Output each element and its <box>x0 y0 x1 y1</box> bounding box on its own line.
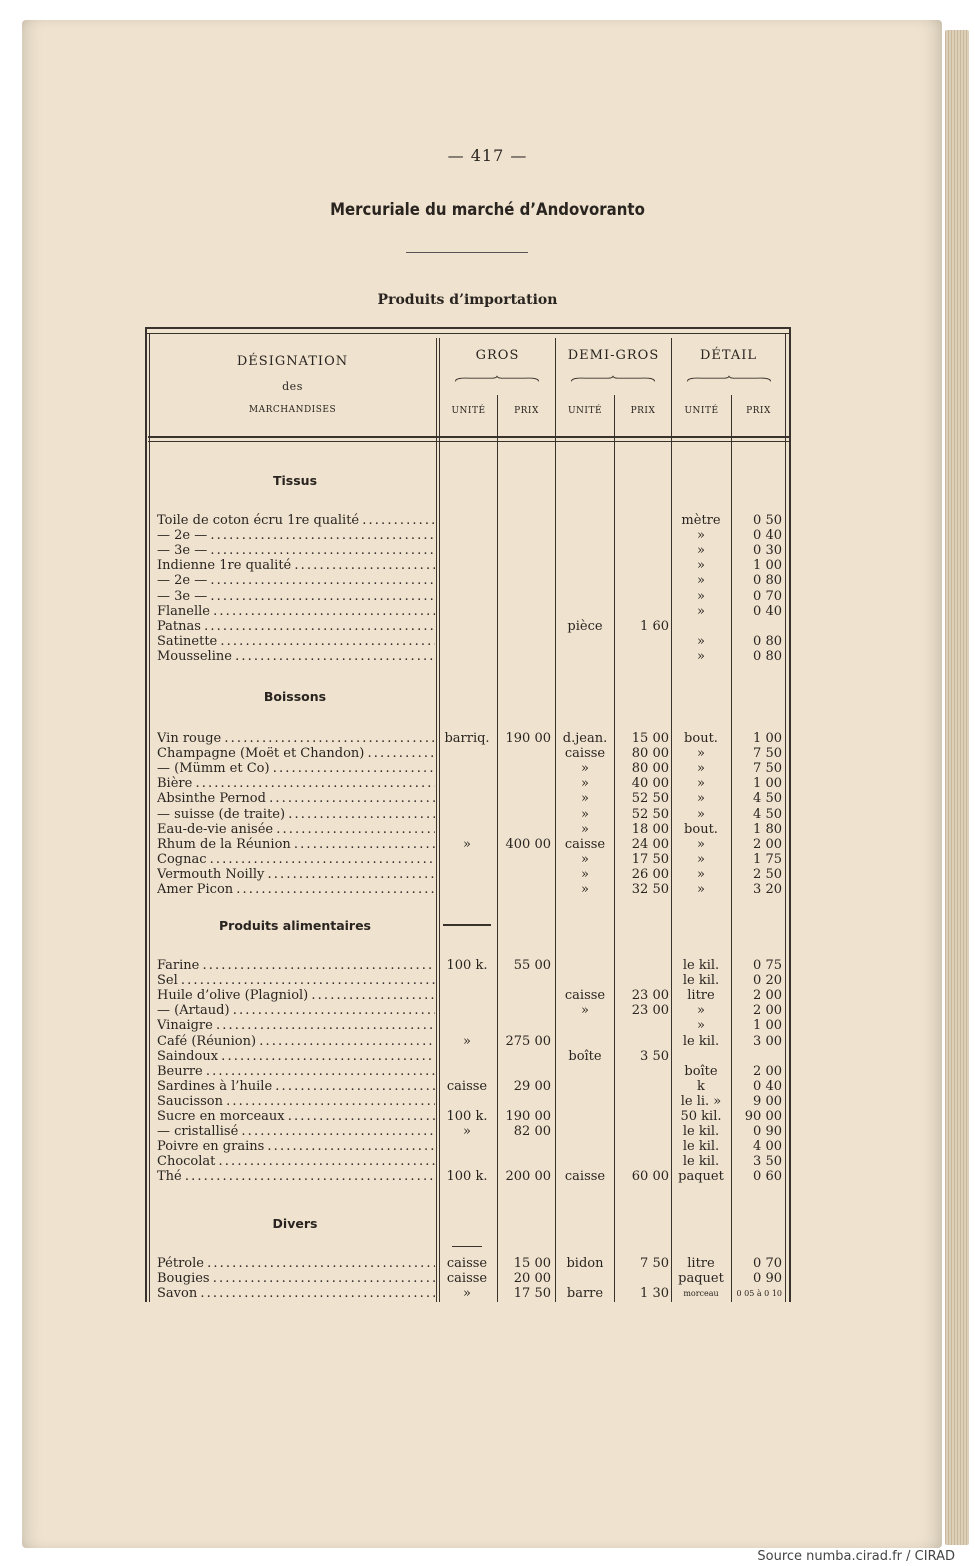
detail-prix-cell: 3 00 <box>753 1033 782 1049</box>
section-title-tissus: Tissus <box>272 473 318 488</box>
designation-cell: Saucisson . . . <box>157 1094 435 1109</box>
designation-cell: — suisse (de traite) . . . <box>157 807 435 822</box>
detail-prix-cell: 0 80 <box>753 633 782 649</box>
designation-cell: — (Artaud) . . . <box>157 1003 435 1018</box>
detail-prix-cell: 2 00 <box>753 836 782 852</box>
designation-cell: Eau-de-vie anisée . . . <box>157 822 435 837</box>
detail-prix-cell: 0 40 <box>753 1078 782 1094</box>
gros-prix-cell: 17 50 <box>513 1286 551 1302</box>
demi-gros-unite-cell: caisse <box>564 988 606 1004</box>
demi-gros-unite-cell: pièce <box>567 618 603 634</box>
detail-prix-cell: 2 50 <box>753 866 782 882</box>
designation-cell: Sardines à l’huile . . . <box>157 1079 435 1094</box>
separator-dash <box>443 924 491 926</box>
brace-gros <box>443 375 551 383</box>
demi-gros-prix-cell: 7 50 <box>640 1256 669 1271</box>
detail-prix-cell: 1 80 <box>753 821 782 837</box>
detail-prix-cell: 0 30 <box>753 543 782 559</box>
detail-prix-cell: 1 00 <box>753 776 782 792</box>
designation-cell: Bougies . . . <box>157 1271 435 1286</box>
header-demi-gros-unite: UNITÉ <box>567 406 603 416</box>
page-number: — 417 — <box>447 146 528 165</box>
detail-prix-cell: 0 80 <box>753 648 782 664</box>
detail-unite-cell: mètre <box>681 513 721 528</box>
designation-cell: Satinette . . . <box>157 634 435 649</box>
demi-gros-unite-cell: » <box>581 776 589 792</box>
designation-cell: Poivre en grains . . . <box>157 1139 435 1154</box>
page-title: Mercuriale du marché d’Andovoranto <box>330 200 645 220</box>
detail-prix-cell: 0 50 <box>753 513 782 528</box>
detail-unite-cell: » <box>697 1003 705 1019</box>
demi-gros-prix-cell: 3 50 <box>640 1048 669 1064</box>
detail-prix-cell: 1 00 <box>753 731 782 746</box>
detail-prix-cell: 0 40 <box>753 603 782 619</box>
detail-prix-cell: 3 20 <box>753 882 782 897</box>
designation-cell: Bière . . . <box>157 776 435 791</box>
col-divider <box>497 395 498 1302</box>
designation-cell: — 3e — . . . <box>157 543 435 558</box>
detail-unite-cell: le kil. <box>682 1154 720 1170</box>
designation-cell: Toile de coton écru 1re qualité . . . <box>157 513 435 528</box>
header-detail: DÉTAIL <box>699 348 758 363</box>
detail-unite-cell: » <box>697 791 705 807</box>
detail-prix-cell: 2 00 <box>753 988 782 1004</box>
detail-unite-cell: le kil. <box>682 1033 720 1049</box>
designation-cell: Saindoux . . . <box>157 1049 435 1064</box>
table-top-border <box>145 327 791 329</box>
gros-prix-cell: 190 00 <box>505 1109 551 1124</box>
demi-gros-prix-cell: 15 00 <box>631 731 669 746</box>
col-divider <box>555 338 556 1302</box>
detail-unite-cell: » <box>697 543 705 559</box>
page-edges <box>945 30 969 1545</box>
demi-gros-unite-cell: barre <box>566 1286 604 1302</box>
designation-cell: Huile d’olive (Plagniol) . . . <box>157 988 435 1003</box>
detail-unite-cell: » <box>697 866 705 882</box>
demi-gros-prix-cell: 40 00 <box>631 776 669 792</box>
gros-unite-cell: » <box>463 1124 471 1140</box>
header-gros: GROS <box>475 348 520 363</box>
table-right-border <box>789 327 791 1302</box>
detail-unite-cell: boîte <box>684 1063 718 1079</box>
header-designation: DÉSIGNATION <box>236 354 349 369</box>
demi-gros-unite-cell: caisse <box>564 836 606 852</box>
designation-cell: Vinaigre . . . <box>157 1018 435 1033</box>
designation-cell: Absinthe Pernod . . . <box>157 791 435 806</box>
gros-unite-cell: 100 k. <box>446 1109 488 1124</box>
gros-unite-cell: » <box>463 1286 471 1302</box>
header-bottom-border-inner <box>148 441 791 442</box>
designation-cell: Cognac . . . <box>157 852 435 867</box>
gros-prix-cell: 200 00 <box>505 1169 551 1185</box>
detail-unite-cell: litre <box>687 988 715 1004</box>
gros-unite-cell: » <box>463 1033 471 1049</box>
gros-prix-cell: 400 00 <box>505 836 551 852</box>
designation-cell: Champagne (Moët et Chandon) . . . <box>157 746 435 761</box>
demi-gros-prix-cell: 80 00 <box>631 761 669 777</box>
designation-cell: Beurre . . . <box>157 1064 435 1079</box>
detail-unite-cell: paquet <box>678 1271 724 1287</box>
detail-unite-cell: » <box>697 836 705 852</box>
gros-unite-cell: caisse <box>446 1078 488 1094</box>
designation-cell: — cristallisé . . . <box>157 1124 435 1139</box>
demi-gros-prix-cell: 52 50 <box>631 806 669 822</box>
gros-prix-cell: 29 00 <box>513 1078 551 1094</box>
demi-gros-prix-cell: 23 00 <box>631 1003 669 1019</box>
gros-prix-cell: 15 00 <box>513 1256 551 1271</box>
demi-gros-prix-cell: 24 00 <box>631 836 669 852</box>
designation-cell: Café (Réunion) . . . <box>157 1034 435 1049</box>
detail-prix-cell: 2 00 <box>753 1003 782 1019</box>
demi-gros-prix-cell: 80 00 <box>631 746 669 762</box>
header-demi-gros: DEMI-GROS <box>567 348 660 363</box>
gros-unite-cell: caisse <box>446 1271 488 1287</box>
gros-prix-cell: 55 00 <box>513 958 551 973</box>
detail-unite-cell: » <box>697 648 705 664</box>
detail-unite-cell: » <box>697 558 705 574</box>
header-gros-unite: UNITÉ <box>451 406 486 416</box>
detail-unite-cell: » <box>697 761 705 777</box>
detail-prix-cell: 0 80 <box>753 573 782 589</box>
designation-cell: Vermouth Noilly . . . <box>157 867 435 882</box>
detail-prix-cell: 0 90 <box>753 1271 782 1287</box>
demi-gros-prix-cell: 1 30 <box>640 1286 669 1302</box>
col-divider <box>614 395 615 1302</box>
gros-prix-cell: 190 00 <box>505 731 551 746</box>
designation-cell: Mousseline . . . <box>157 649 435 664</box>
demi-gros-prix-cell: 60 00 <box>631 1169 669 1185</box>
demi-gros-unite-cell: » <box>581 1003 589 1019</box>
detail-prix-cell: 0 05 à 0 10 <box>736 1289 782 1299</box>
detail-prix-cell: 1 00 <box>753 1018 782 1034</box>
header-des: des <box>282 380 303 393</box>
demi-gros-prix-cell: 1 60 <box>640 618 669 634</box>
designation-cell: Thé . . . <box>157 1169 435 1184</box>
header-bottom-border <box>148 436 791 438</box>
gros-prix-cell: 275 00 <box>505 1033 551 1049</box>
demi-gros-unite-cell: bidon <box>566 1256 604 1271</box>
designation-cell: — 3e — . . . <box>157 589 435 604</box>
header-marchandises: MARCHANDISES <box>248 405 337 415</box>
detail-unite-cell: litre <box>687 1256 715 1271</box>
header-detail-prix: PRIX <box>746 406 771 416</box>
section-title-produits-alimentaires: Produits alimentaires <box>219 918 371 933</box>
detail-prix-cell: 0 70 <box>753 588 782 604</box>
designation-cell: Savon . . . <box>157 1286 435 1301</box>
detail-prix-cell: 0 40 <box>753 528 782 544</box>
demi-gros-prix-cell: 17 50 <box>631 851 669 867</box>
demi-gros-prix-cell: 23 00 <box>631 988 669 1004</box>
demi-gros-prix-cell: 52 50 <box>631 791 669 807</box>
demi-gros-unite-cell: » <box>581 866 589 882</box>
designation-cell: — 2e — . . . <box>157 528 435 543</box>
demi-gros-unite-cell: boîte <box>568 1048 602 1064</box>
designation-cell: Vin rouge . . . <box>157 731 435 746</box>
demi-gros-unite-cell: » <box>581 882 589 897</box>
detail-prix-cell: 0 70 <box>753 1256 782 1271</box>
designation-cell: Flanelle . . . <box>157 604 435 619</box>
detail-unite-cell: bout. <box>684 821 718 837</box>
gros-unite-cell: caisse <box>446 1256 488 1271</box>
detail-unite-cell: le kil. <box>682 958 720 973</box>
section-title-boissons: Boissons <box>263 689 327 704</box>
detail-prix-cell: 0 60 <box>753 1169 782 1185</box>
header-detail-unite: UNITÉ <box>684 406 719 416</box>
designation-cell: Rhum de la Réunion . . . <box>157 837 435 852</box>
detail-prix-cell: 7 50 <box>753 761 782 777</box>
detail-unite-cell: » <box>697 528 705 544</box>
table-left-border <box>145 327 147 1302</box>
designation-cell: Pétrole . . . <box>157 1256 435 1271</box>
designation-cell: Sel . . . <box>157 973 435 988</box>
detail-prix-cell: 0 75 <box>753 958 782 973</box>
header-demi-gros-prix: PRIX <box>630 406 656 416</box>
detail-unite-cell: paquet <box>678 1169 724 1185</box>
gros-prix-cell: 20 00 <box>513 1271 551 1287</box>
detail-prix-cell: 0 90 <box>753 1124 782 1140</box>
demi-gros-prix-cell: 26 00 <box>631 866 669 882</box>
demi-gros-unite-cell: » <box>581 761 589 777</box>
detail-prix-cell: 4 50 <box>753 791 782 807</box>
detail-unite-cell: » <box>697 851 705 867</box>
detail-unite-cell: » <box>697 1018 705 1034</box>
designation-cell: Amer Picon . . . <box>157 882 435 897</box>
detail-unite-cell: » <box>697 882 705 897</box>
section-subtitle: Produits d’importation <box>377 292 558 308</box>
table-right-border-inner <box>785 333 786 1302</box>
detail-unite-cell: » <box>697 776 705 792</box>
detail-prix-cell: 1 00 <box>753 558 782 574</box>
designation-cell: — (Mümm et Co) . . . <box>157 761 435 776</box>
demi-gros-unite-cell: » <box>581 806 589 822</box>
detail-prix-cell: 4 00 <box>753 1139 782 1155</box>
table-top-border-inner <box>145 333 791 334</box>
detail-prix-cell: 7 50 <box>753 746 782 762</box>
detail-unite-cell: le kil. <box>682 973 720 989</box>
designation-cell: Indienne 1re qualité . . . <box>157 558 435 573</box>
demi-gros-unite-cell: » <box>581 821 589 837</box>
detail-unite-cell: k <box>697 1078 705 1094</box>
detail-prix-cell: 4 50 <box>753 806 782 822</box>
gros-unite-cell: » <box>463 836 471 852</box>
detail-unite-cell: morceau <box>683 1289 719 1299</box>
detail-unite-cell: le kil. <box>682 1139 720 1155</box>
detail-prix-cell: 90 00 <box>744 1109 782 1124</box>
brace-demi-gros <box>559 375 667 383</box>
col-divider <box>731 395 732 1302</box>
source-credit: Source numba.cirad.fr / CIRAD <box>757 1549 955 1564</box>
col-divider <box>671 338 672 1302</box>
demi-gros-prix-cell: 32 50 <box>631 882 669 897</box>
detail-unite-cell: bout. <box>684 731 718 746</box>
detail-unite-cell: » <box>697 806 705 822</box>
designation-cell: Sucre en morceaux . . . <box>157 1109 435 1124</box>
detail-unite-cell: » <box>697 633 705 649</box>
gros-prix-cell: 82 00 <box>513 1124 551 1140</box>
brace-detail <box>675 375 783 383</box>
detail-prix-cell: 2 00 <box>753 1063 782 1079</box>
detail-prix-cell: 1 75 <box>753 851 782 867</box>
separator-dash <box>452 1246 482 1247</box>
demi-gros-unite-cell: caisse <box>564 746 606 762</box>
detail-unite-cell: » <box>697 588 705 604</box>
detail-unite-cell: le li. » <box>680 1093 722 1109</box>
demi-gros-unite-cell: d.jean. <box>562 731 608 746</box>
gros-unite-cell: 100 k. <box>446 958 488 973</box>
designation-cell: Patnas . . . <box>157 619 435 634</box>
gros-unite-cell: barriq. <box>444 731 490 746</box>
detail-prix-cell: 9 00 <box>753 1093 782 1109</box>
demi-gros-unite-cell: » <box>581 791 589 807</box>
title-rule <box>406 252 528 253</box>
detail-prix-cell: 0 20 <box>753 973 782 989</box>
header-gros-prix: PRIX <box>514 406 539 416</box>
demi-gros-unite-cell: caisse <box>564 1169 606 1185</box>
detail-prix-cell: 3 50 <box>753 1154 782 1170</box>
demi-gros-prix-cell: 18 00 <box>631 821 669 837</box>
detail-unite-cell: 50 kil. <box>680 1109 722 1124</box>
detail-unite-cell: le kil. <box>682 1124 720 1140</box>
detail-unite-cell: » <box>697 603 705 619</box>
detail-unite-cell: » <box>697 746 705 762</box>
designation-cell: Farine . . . <box>157 958 435 973</box>
gros-unite-cell: 100 k. <box>446 1169 488 1185</box>
demi-gros-unite-cell: » <box>581 851 589 867</box>
designation-cell: — 2e — . . . <box>157 573 435 588</box>
section-title-divers: Divers <box>272 1216 318 1231</box>
designation-cell: Chocolat . . . <box>157 1154 435 1169</box>
detail-unite-cell: » <box>697 573 705 589</box>
